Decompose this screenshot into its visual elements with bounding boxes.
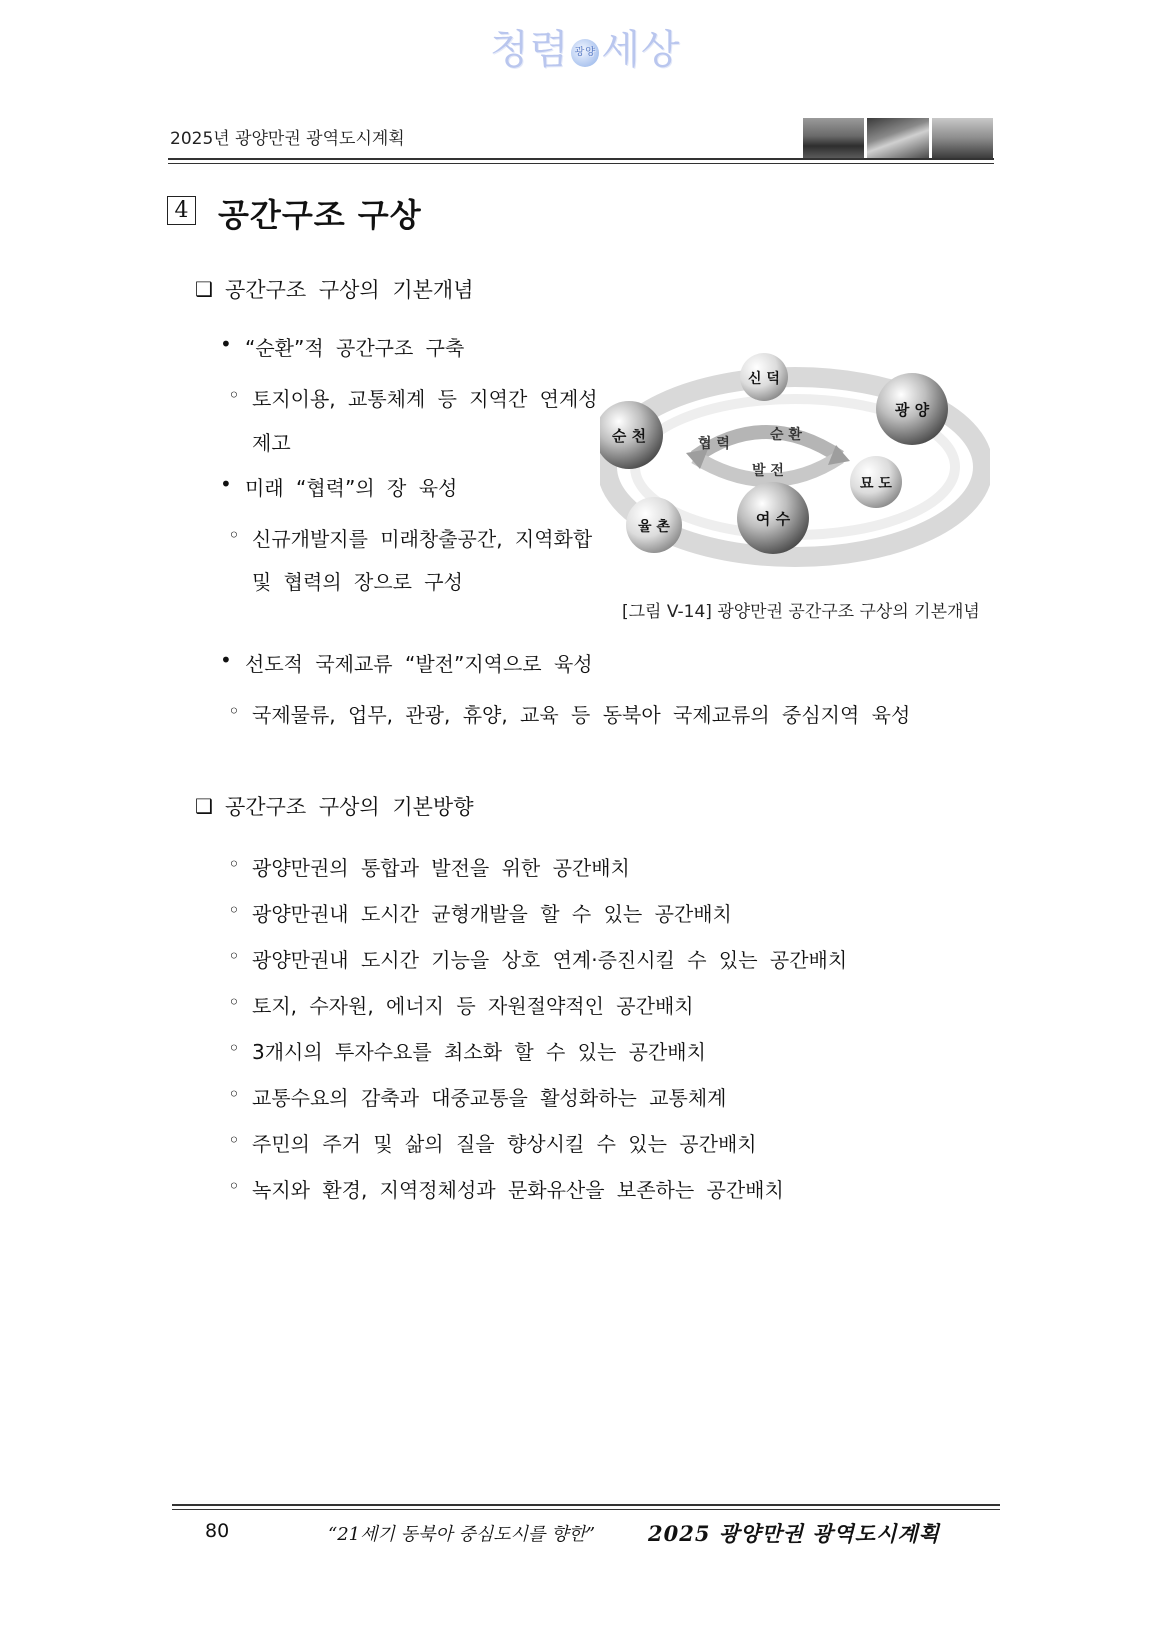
footer-rule [172, 1504, 1000, 1506]
concept-sub-2b: 및 협력의 장으로 구성 [252, 570, 463, 594]
sub-circle-icon: ◦ [228, 383, 240, 407]
direction-item-6: 교통수요의 감축과 대중교통을 활성화하는 교통체계 [252, 1086, 727, 1110]
footer-rule-thin [172, 1509, 1000, 1510]
sub-circle-icon: ◦ [228, 944, 240, 968]
sun-logo-icon: 광양 [571, 39, 599, 67]
bullet-dot-icon: • [220, 648, 232, 672]
running-header-title: 2025년 광양만권 광역도시계획 [170, 129, 405, 149]
header-photo-sunset [803, 118, 864, 158]
concept-heading: 공간구조 구상의 기본개념 [225, 278, 474, 302]
node-label-sindeok: 신 덕 [748, 371, 780, 387]
logo-text-right: 세상 [601, 27, 681, 73]
header-photo-strip [803, 118, 993, 158]
concept-bullet-3: 선도적 국제교류 “발전”지역으로 육성 [245, 652, 593, 676]
sub-circle-icon: ◦ [228, 990, 240, 1014]
sub-circle-icon: ◦ [228, 1082, 240, 1106]
sub-circle-icon: ◦ [228, 523, 240, 547]
figure-caption: [그림 V-14] 광양만권 공간구조 구상의 기본개념 [622, 602, 980, 622]
page-number: 80 [205, 1520, 230, 1542]
cycle-label-development: 발 전 [752, 463, 784, 479]
sub-circle-icon: ◦ [228, 1128, 240, 1152]
bullet-dot-icon: • [220, 472, 232, 496]
direction-item-2: 광양만권내 도시간 균형개발을 할 수 있는 공간배치 [252, 902, 732, 926]
node-label-gwangyang: 광 양 [894, 401, 930, 419]
direction-item-4: 토지, 수자원, 에너지 등 자원절약적인 공간배치 [252, 994, 694, 1018]
sub-circle-icon: ◦ [228, 1174, 240, 1198]
bullet-dot-icon: • [220, 332, 232, 356]
header-rule-thin [168, 163, 994, 164]
concept-sub-1a: 토지이용, 교통체계 등 지역간 연계성 [252, 387, 598, 411]
node-label-yulchon: 율 촌 [638, 519, 670, 535]
direction-item-1: 광양만권의 통합과 발전을 위한 공간배치 [252, 856, 630, 880]
direction-item-8: 녹지와 환경, 지역정체성과 문화유산을 보존하는 공간배치 [252, 1178, 784, 1202]
header-photo-port [932, 118, 993, 158]
direction-item-7: 주민의 주거 및 삶의 질을 향상시킬 수 있는 공간배치 [252, 1132, 757, 1156]
concept-sub-1b: 제고 [252, 431, 291, 455]
logo-text-left: 청렴 [490, 27, 570, 73]
sub-circle-icon: ◦ [228, 699, 240, 723]
footer-slogan: “21세기 동북아 중심도시를 향한” [328, 1524, 596, 1545]
direction-item-3: 광양만권내 도시간 기능을 상호 연계·증진시킬 수 있는 공간배치 [252, 948, 848, 972]
section-number-box: 4 [167, 196, 196, 225]
node-label-suncheon: 순 천 [611, 427, 647, 445]
cycle-label-circulation: 순 환 [770, 427, 802, 443]
section-title: 공간구조 구상 [218, 196, 422, 234]
direction-item-5: 3개시의 투자수요를 최소화 할 수 있는 공간배치 [252, 1040, 706, 1064]
sub-circle-icon: ◦ [228, 898, 240, 922]
checkbox-square-icon: ❑ [195, 794, 213, 818]
node-label-yeosu: 여 수 [755, 510, 791, 528]
concept-bullet-2: 미래 “협력”의 장 육성 [245, 476, 458, 500]
header-logo [490, 18, 681, 75]
header-rule [168, 158, 994, 160]
direction-heading: 공간구조 구상의 기본방향 [225, 795, 474, 819]
sub-circle-icon: ◦ [228, 852, 240, 876]
concept-sub-3a: 국제물류, 업무, 관광, 휴양, 교육 등 동북아 국제교류의 중심지역 육성 [252, 703, 911, 727]
footer-title: 2025 광양만권 광역도시계획 [648, 1521, 940, 1546]
concept-sub-2a: 신규개발지를 미래창출공간, 지역화합 [252, 527, 593, 551]
header-photo-river [867, 118, 928, 158]
concept-bullet-1: “순환”적 공간구조 구축 [245, 336, 465, 360]
spatial-concept-diagram [600, 345, 990, 595]
checkbox-square-icon: ❑ [195, 277, 213, 301]
cycle-label-cooperation: 협 력 [698, 436, 730, 452]
sub-circle-icon: ◦ [228, 1036, 240, 1060]
node-label-myodo: 묘 도 [860, 476, 892, 492]
